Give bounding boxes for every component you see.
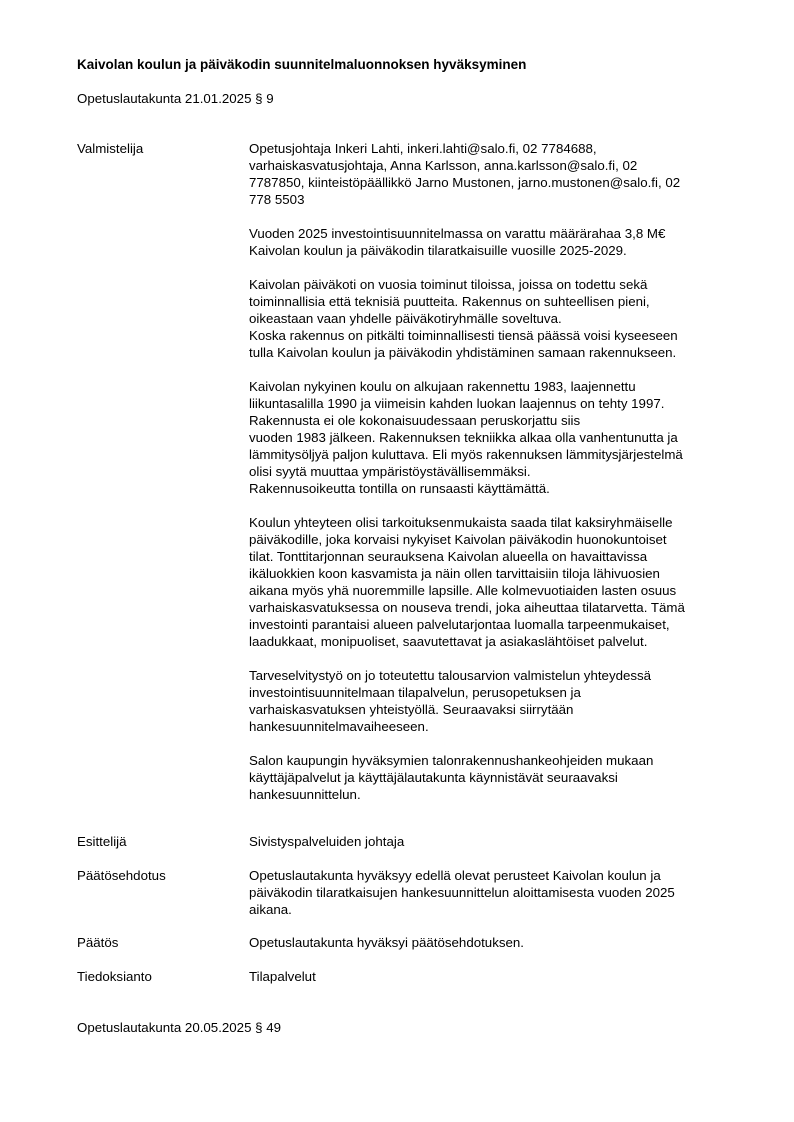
text-line: liikuntasalilla 1990 ja viimeisin kahden luokan laajennus on tehty 1997. [249, 396, 665, 411]
text-line: Opetuslautakunta hyväksyy edellä olevat perusteet Kaivolan koulun ja [249, 868, 661, 883]
text-line: Opetusjohtaja Inkeri Lahti, inkeri.lahti@salo.fi, 02 7784688, [249, 141, 597, 156]
text-line: toiminnallisia että teknisiä puutteita. Rakennus on suhteellisen pieni, [249, 294, 650, 309]
paatos-content [249, 934, 727, 951]
text-line: tulla Kaivolan koulun ja päiväkodin yhdistäminen samaan rakennukseen. [249, 345, 677, 360]
text-line: Rakennusta ei ole kokonaisuudessaan peruskorjattu siis [249, 413, 581, 428]
text-line: hankesuunnitelmavaiheeseen. [249, 719, 429, 734]
text-line: Vuoden 2025 investointisuunnitelmassa on varattu määrärahaa 3,8 M€ [249, 226, 666, 241]
text-line: Salon kaupungin hyväksymien talonrakennushankeohjeiden mukaan [249, 753, 654, 768]
meeting-reference-top: Opetuslautakunta 21.01.2025 § 9 [77, 91, 274, 106]
text-line: käyttäjäpalvelut ja käyttäjälautakunta käynnistävät seuraavaksi [249, 770, 618, 785]
paragraph [249, 752, 727, 803]
meeting-reference-bottom: Opetuslautakunta 20.05.2025 § 49 [77, 1020, 282, 1035]
text-line: laadukkaat, monipuoliset, saavutettavat ja asiakaslähtöiset palvelut. [249, 634, 648, 649]
text-line: lämmitysöljyä paljon kuluttava. Eli myös rakennuksen lämmitysjärjestelmä [249, 447, 683, 462]
text-line: Koska rakennus on pitkälti toiminnallisesti tiensä päässä voisi kyseeseen [249, 328, 678, 343]
text-line: Kaivolan päiväkoti on vuosia toiminut tiloissa, joissa on todettu sekä [249, 277, 648, 292]
paragraph [249, 276, 727, 361]
text-line: Kaivolan koulun ja päiväkodin tilaratkaisuille vuosille 2025-2029. [249, 243, 627, 258]
text-line: 778 5503 [249, 192, 305, 207]
text-line: Kaivolan nykyinen koulu on alkujaan rakennettu 1983, laajennettu [249, 379, 636, 394]
text-line: investointisuunnitelmaan tilapalvelun, perusopetuksen ja [249, 685, 581, 700]
text-line: olisi syytä muuttaa ympäristöystävällisemmäksi. [249, 464, 531, 479]
text-line: varhaiskasvatuksen yhteistyöllä. Seuraavaksi siirrytään [249, 702, 574, 717]
text-line: Opetuslautakunta hyväksyi päätösehdotuksen. [249, 935, 524, 950]
text-line: hankesuunnittelun. [249, 787, 361, 802]
text-line: aikana. [249, 902, 292, 917]
tiedoksianto-content [249, 968, 727, 985]
paatosehdotus-content [249, 867, 727, 918]
esittelija-content [249, 833, 727, 850]
text-line: päiväkodille, joka korvaisi nykyiset Kaivolan päiväkodin huonokuntoiset [249, 532, 667, 547]
paragraph [249, 225, 727, 259]
paatos-label: Päätös [77, 935, 119, 950]
paragraph [249, 140, 727, 208]
paragraph [249, 667, 727, 735]
text-line: varhaiskasvatuksessa on nouseva trendi, joka aiheuttaa tilatarvetta. Tämä [249, 600, 685, 615]
text-line: Tarveselvitystyö on jo toteutettu talousarvion valmistelun yhteydessä [249, 668, 652, 683]
text-line: investointi parantaisi alueen palvelutarjontaa luomalla tarpeenmukaiset, [249, 617, 670, 632]
text-line: Koulun yhteyteen olisi tarkoituksenmukaista saada tilat kaksiryhmäiselle [249, 515, 673, 530]
paragraph [249, 378, 727, 497]
page-title: Kaivolan koulun ja päiväkodin suunnitelmaluonnoksen hyväksyminen [77, 57, 527, 72]
text-line: Sivistyspalveluiden johtaja [249, 834, 405, 849]
text-line: Rakennusoikeutta tontilla on runsaasti käyttämättä. [249, 481, 550, 496]
paragraph [249, 514, 727, 650]
text-line: ikäluokkien koon kasvamista ja näin ollen tarvittaisiin tiloja lähivuosien [249, 566, 660, 581]
text-line: oikeastaan vaan yhdelle päiväkotiryhmälle soveltuva. [249, 311, 562, 326]
text-line: 7787850, kiinteistöpäällikkö Jarno Mustonen, jarno.mustonen@salo.fi, 02 [249, 175, 681, 190]
valmistelija-content [249, 140, 727, 803]
tiedoksianto-label: Tiedoksianto [77, 969, 152, 984]
esittelija-label: Esittelijä [77, 834, 127, 849]
valmistelija-label: Valmistelija [77, 141, 144, 156]
text-line: aikana myös yhä nuoremmille lapsille. Alle kolmevuotiaiden lasten osuus [249, 583, 677, 598]
text-line: vuoden 1983 jälkeen. Rakennuksen tekniikka alkaa olla vanhentunutta ja [249, 430, 678, 445]
text-line: tilat. Tonttitarjonnan seurauksena Kaivolan alueella on havaittavissa [249, 549, 648, 564]
text-line: Tilapalvelut [249, 969, 316, 984]
text-line: varhaiskasvatusjohtaja, Anna Karlsson, anna.karlsson@salo.fi, 02 [249, 158, 638, 173]
paatosehdotus-label: Päätösehdotus [77, 868, 166, 883]
text-line: päiväkodin tilaratkaisujen hankesuunnittelun aloittamisesta vuoden 2025 [249, 885, 675, 900]
